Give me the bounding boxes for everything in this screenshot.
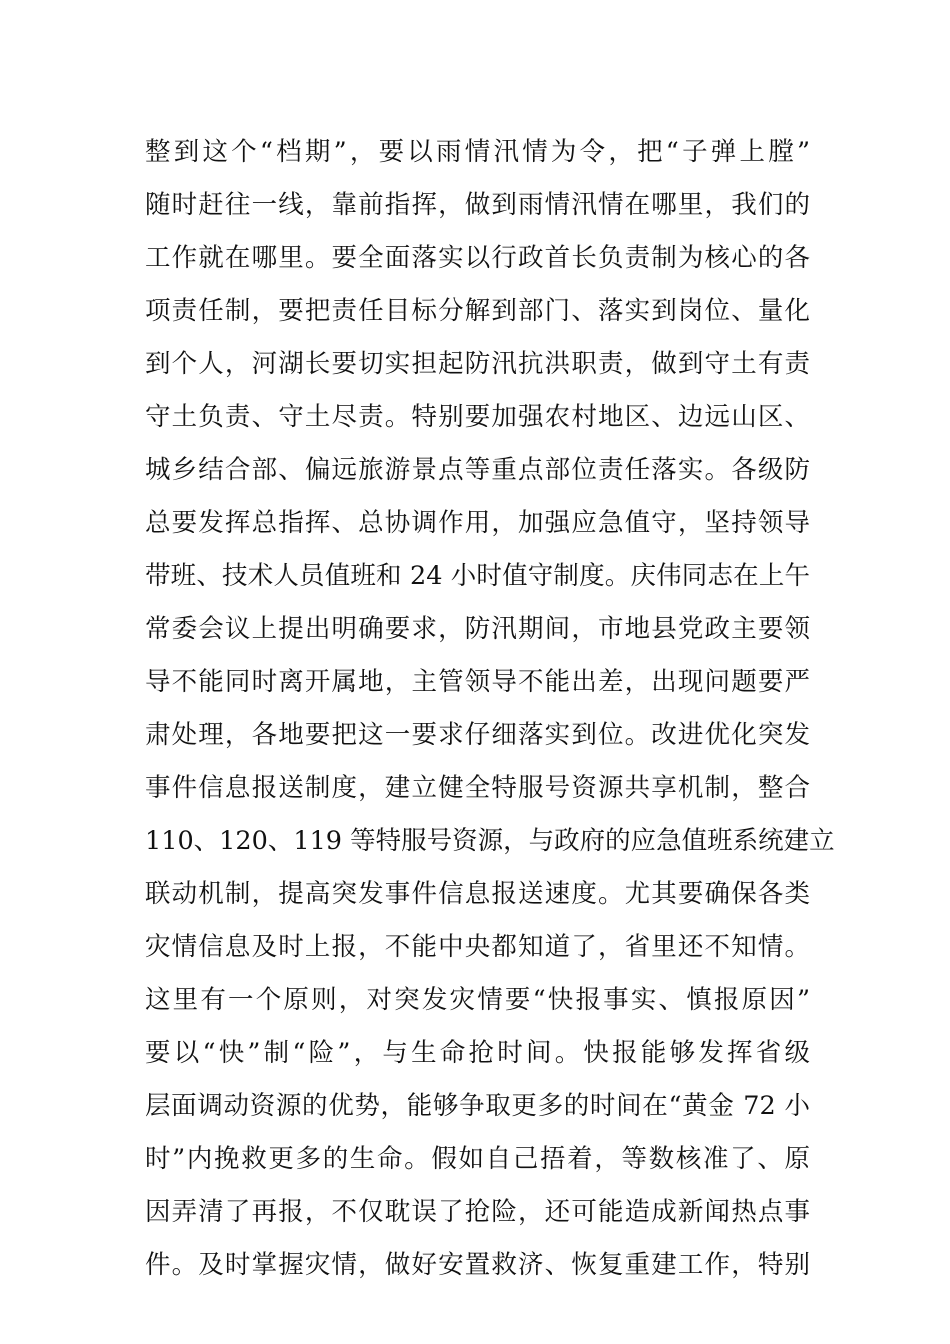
- text-line: 因弄清了再报，不仅耽误了抢险，还可能造成新闻热点事: [145, 1197, 810, 1227]
- text-line: 要以“快”制“险”，与生命抢时间。快报能够发挥省级: [145, 1038, 810, 1068]
- text-line: 件。及时掌握灾情，做好安置救济、恢复重建工作，特别: [145, 1250, 810, 1280]
- text-line: 总要发挥总指挥、总协调作用，加强应急值守，坚持领导: [145, 508, 810, 538]
- text-line: 层面调动资源的优势，能够争取更多的时间在“黄金 72 小: [145, 1091, 810, 1121]
- text-line: 这里有一个原则，对突发灾情要“快报事实、慎报原因”: [145, 985, 810, 1015]
- text-line: 联动机制，提高突发事件信息报送速度。尤其要确保各类: [145, 879, 810, 909]
- text-line: 城乡结合部、偏远旅游景点等重点部位责任落实。各级防: [145, 455, 810, 485]
- text-line: 导不能同时离开属地，主管领导不能出差，出现问题要严: [145, 667, 810, 697]
- text-line: 守土负责、守土尽责。特别要加强农村地区、边远山区、: [145, 402, 810, 432]
- text-line: 110、120、119 等特服号资源，与政府的应急值班系统建立: [145, 826, 835, 856]
- body-text: [145, 126, 835, 1292]
- text-line: 项责任制，要把责任目标分解到部门、落实到岗位、量化: [145, 296, 810, 326]
- text-line: 带班、技术人员值班和 24 小时值守制度。庆伟同志在上午: [145, 561, 810, 591]
- text-line: 工作就在哪里。要全面落实以行政首长负责制为核心的各: [145, 243, 810, 273]
- text-line: 事件信息报送制度，建立健全特服号资源共享机制，整合: [145, 773, 810, 803]
- text-line: 肃处理，各地要把这一要求仔细落实到位。改进优化突发: [145, 720, 810, 750]
- text-line: 随时赶往一线，靠前指挥，做到雨情汛情在哪里，我们的: [145, 190, 810, 220]
- text-line: 常委会议上提出明确要求，防汛期间，市地县党政主要领: [145, 614, 810, 644]
- text-line: 到个人，河湖长要切实担起防汛抗洪职责，做到守土有责: [145, 349, 810, 379]
- text-line: 整到这个“档期”，要以雨情汛情为令，把“子弹上膛”: [145, 137, 810, 167]
- text-line: 时”内挽救更多的生命。假如自己捂着，等数核准了、原: [145, 1144, 810, 1174]
- text-line: 灾情信息及时上报，不能中央都知道了，省里还不知情。: [145, 932, 810, 962]
